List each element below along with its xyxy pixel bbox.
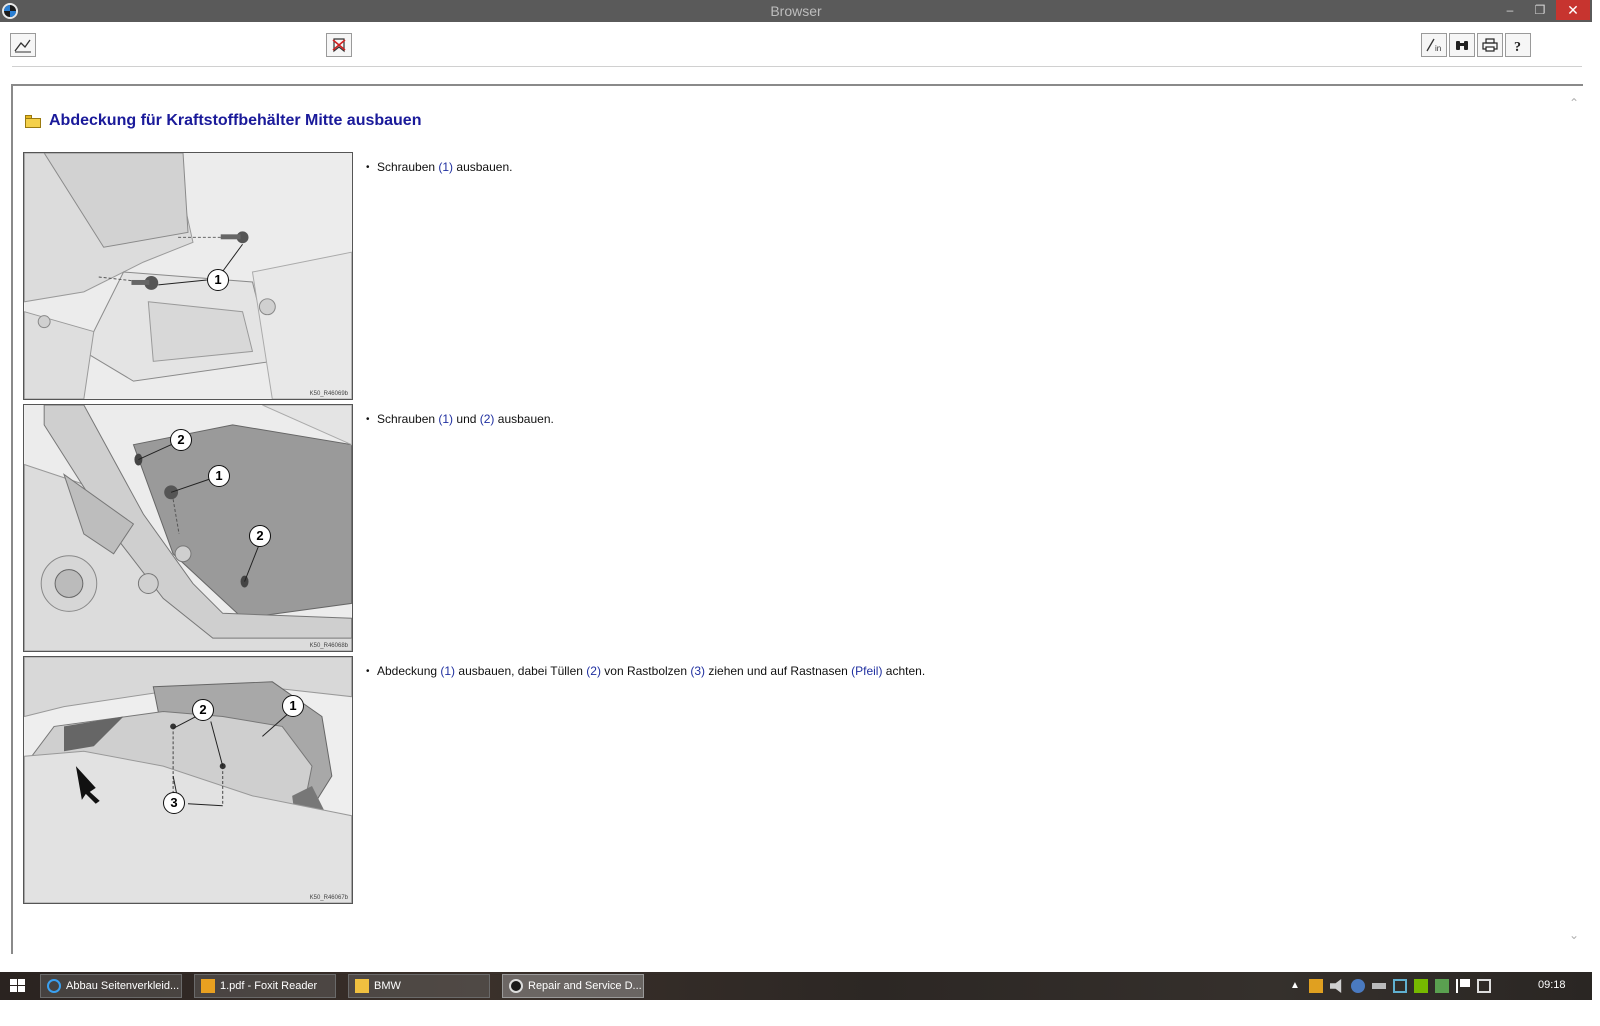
step-3: [23, 656, 1563, 904]
show-hidden-icons-icon[interactable]: ▲: [1290, 980, 1300, 991]
reference[interactable]: (1): [438, 160, 454, 174]
figure-code: K50_R46067b: [309, 895, 348, 901]
clock[interactable]: 09:18: [1538, 979, 1566, 991]
vertical-scrollbar[interactable]: [1565, 86, 1583, 954]
step-1: [23, 152, 1563, 400]
network-icon[interactable]: [1351, 979, 1365, 993]
taskbar-item-folder[interactable]: BMW: [348, 974, 490, 998]
callout-1: 1: [207, 269, 229, 291]
svg-text:?: ?: [1514, 40, 1521, 53]
monitor-icon[interactable]: [1393, 979, 1407, 993]
windows-start-icon[interactable]: [10, 979, 26, 993]
security-icon[interactable]: [1435, 979, 1449, 993]
toolbar: [0, 22, 1592, 66]
reference[interactable]: (2): [479, 412, 495, 426]
bullet-icon: •: [366, 414, 370, 425]
callout-2: 2: [170, 429, 192, 451]
document-pane[interactable]: [11, 84, 1583, 954]
folder-icon: [25, 115, 41, 128]
taskbar-item-browser[interactable]: Abbau Seitenverkleid...: [40, 974, 182, 998]
search-button[interactable]: [1449, 33, 1475, 57]
taskbar-item-foxit[interactable]: 1.pdf - Foxit Reader: [194, 974, 336, 998]
printer-icon: [1481, 37, 1499, 53]
help-button[interactable]: [1505, 33, 1531, 57]
bullet-icon: •: [366, 162, 370, 173]
reference[interactable]: (3): [690, 664, 706, 678]
figure-code: K50_R46069b: [309, 391, 348, 397]
callout-2: 2: [192, 699, 214, 721]
binoculars-icon: [1453, 37, 1471, 53]
folder-icon: [355, 979, 369, 993]
taskbar-item-repair-service[interactable]: Repair and Service D...: [502, 974, 644, 998]
ie-icon: [47, 979, 61, 993]
callout-1: 1: [282, 695, 304, 717]
nvidia-icon[interactable]: [1414, 979, 1428, 993]
figure-3-image[interactable]: [23, 656, 353, 904]
figure-2-image[interactable]: [23, 404, 353, 652]
window-title: Browser: [770, 3, 822, 19]
display-icon[interactable]: [1477, 979, 1491, 993]
svg-text:in: in: [1435, 44, 1442, 53]
print-button[interactable]: [1477, 33, 1503, 57]
remove-bookmark-icon: [330, 37, 348, 53]
help-icon: [1509, 37, 1527, 53]
reference[interactable]: (2): [586, 664, 601, 678]
volume-muted-icon[interactable]: [1330, 979, 1344, 993]
system-tray: [1288, 976, 1491, 996]
instruction-2: • Schrauben (1) und (2) ausbauen.: [366, 412, 554, 426]
step-2: [23, 404, 1563, 652]
callout-2: 2: [249, 525, 271, 547]
app-tray-icon[interactable]: [1309, 979, 1323, 993]
reference[interactable]: (Pfeil): [851, 664, 883, 678]
pdf-icon: [201, 979, 215, 993]
scroll-down-icon[interactable]: ⌄: [1568, 928, 1580, 942]
figure-code: K50_R46068b: [309, 643, 348, 649]
bullet-icon: •: [366, 666, 370, 677]
info-button[interactable]: [1421, 33, 1447, 57]
pencil-graph-icon: [14, 37, 32, 53]
callout-1: 1: [208, 465, 230, 487]
page-title: Abdeckung für Kraftstoffbehälter Mitte ausbauen: [49, 112, 422, 129]
reference[interactable]: (1): [438, 412, 454, 426]
navigate-button[interactable]: [10, 33, 36, 57]
callout-3: 3: [163, 792, 185, 814]
instruction-3: • Abdeckung (1) ausbauen, dabei Tüllen (2) von Rastbolzen (3) ziehen und auf Rastnasen (Pfeil) achten.: [366, 664, 926, 678]
minimize-button[interactable]: –: [1506, 3, 1514, 17]
toolbar-divider: [12, 66, 1582, 67]
screws-diagram-1: [24, 153, 352, 399]
close-button[interactable]: ✕: [1556, 0, 1590, 20]
instruction-1: • Schrauben (1) ausbauen.: [366, 160, 513, 174]
figure-1-image[interactable]: [23, 152, 353, 400]
tank-cover-diagram: [24, 657, 352, 903]
reference[interactable]: (1): [440, 664, 456, 678]
restore-button[interactable]: ❐: [1534, 3, 1546, 17]
document-heading: [25, 112, 421, 130]
taskbar: [0, 972, 1592, 1000]
scroll-up-icon[interactable]: ⌃: [1568, 96, 1580, 110]
bmw-icon: [509, 979, 523, 993]
flag-icon[interactable]: [1456, 979, 1470, 993]
title-bar[interactable]: [0, 0, 1592, 22]
battery-icon[interactable]: [1372, 983, 1386, 989]
info-icon: [1425, 37, 1443, 53]
bookmark-remove-button[interactable]: [326, 33, 352, 57]
